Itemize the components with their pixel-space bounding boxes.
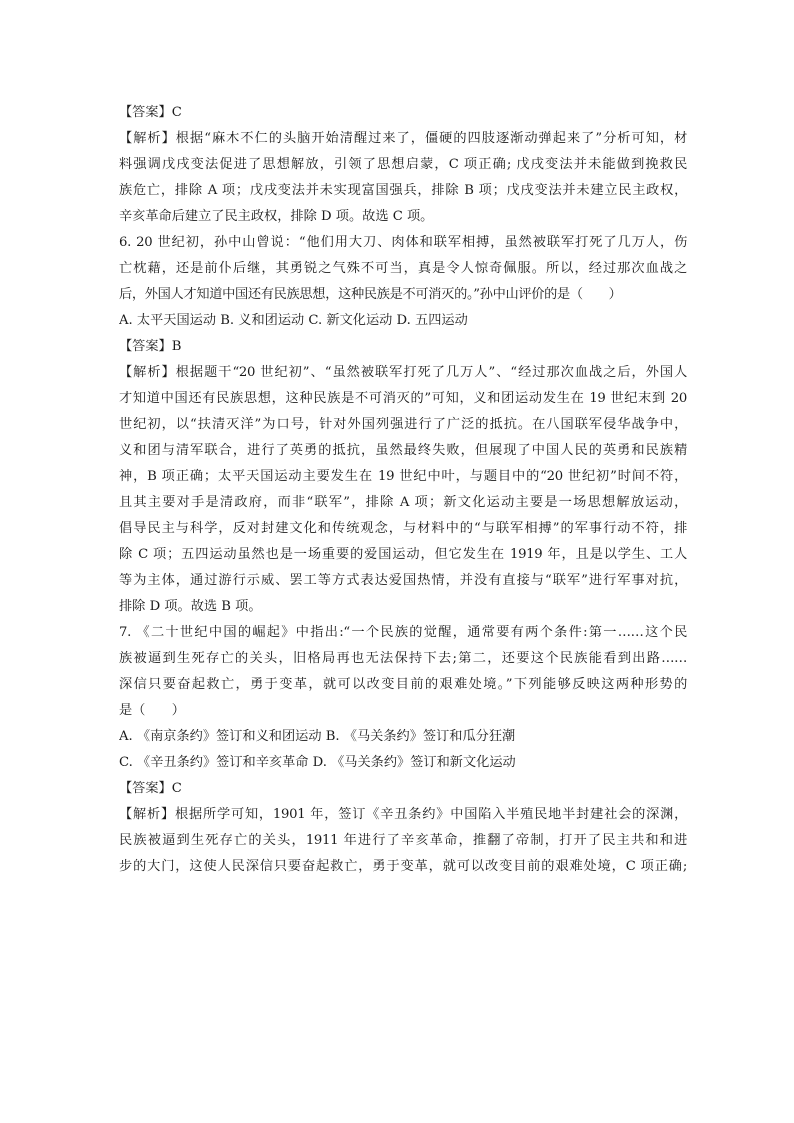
analysis-line: 才知道中国还有民族思想，这种民族是不可消灭的”可知，义和团运动发生在 19 世纪末到 20: [119, 391, 687, 406]
question-7-line: 深信只要奋起救亡，勇于变革，就可以改变目前的艰难处境。”下列能够反映这两种形势的: [119, 677, 687, 692]
question-6-line: 6. 20 世纪初，孙中山曾说：“他们用大刀、肉体和联军相搏，虽然被联军打死了几万人，伤: [119, 235, 687, 250]
analysis-line: 除 C 项；五四运动虽然也是一场重要的爱国运动，但它发生在 1919 年，且是以学生、工人: [119, 547, 687, 562]
question-6-options: A. 太平天国运动 B. 义和团运动 C. 新文化运动 D. 五四运动: [119, 313, 468, 328]
analysis-line: 且其主要对手是清政府，而非“联军”，排除 A 项；新文化运动主要是一场思想解放运动，: [119, 495, 687, 510]
question-7-option-ab: A. 《南京条约》签订和义和团运动 B. 《马关条约》签订和瓜分狂潮: [119, 729, 516, 744]
analysis-line: 料强调戊戌变法促进了思想解放，引领了思想启蒙，C 项正确; 戊戌变法并未能做到挽救民: [119, 157, 687, 172]
analysis-line: 倡导民主与科学，反对封建文化和传统观念，与材料中的“与联军相搏”的军事行动不符，排: [119, 521, 687, 536]
analysis-line: 【解析】根据题干“20 世纪初”、“虽然被联军打死了几万人”、“经过那次血战之后，外国人: [119, 365, 687, 380]
question-7-line: 族被逼到生死存亡的关头，旧格局再也无法保持下去;第二，还要这个民族能看到出路……: [119, 651, 687, 666]
question-7-line: 7. 《二十世纪中国的崛起》中指出:“一个民族的觉醒，通常要有两个条件:第一……这个民: [119, 625, 687, 640]
analysis-line: 民族被逼到生死存亡的关头，1911 年进行了辛亥革命，推翻了帝制，打开了民主共和和进: [119, 833, 687, 848]
document-page: [119, 100, 687, 880]
answer-line: 【答案】B: [119, 339, 182, 354]
analysis-line: 族危亡，排除 A 项；戊戌变法并未实现富国强兵，排除 B 项；戊戌变法并未建立民主政权，: [119, 183, 687, 198]
question-7-option-cd: C. 《辛丑条约》签订和辛亥革命 D. 《马关条约》签订和新文化运动: [119, 755, 516, 770]
answer-line: 【答案】C: [119, 105, 182, 120]
question-7-line: 是（ ）: [119, 703, 185, 718]
analysis-line: 义和团与清军联合，进行了英勇的抵抗，虽然最终失败，但展现了中国人民的英勇和民族精: [119, 443, 687, 458]
analysis-line: 辛亥革命后建立了民主政权，排除 D 项。故选 C 项。: [119, 209, 434, 224]
question-6-line: 亡枕藉，还是前仆后继，其勇锐之气殊不可当，真是令人惊奇佩服。所以，经过那次血战之: [119, 261, 687, 276]
analysis-line: 步的大门，这使人民深信只要奋起救亡，勇于变革，就可以改变目前的艰难处境，C 项正确;: [119, 859, 687, 874]
analysis-line: 【解析】根据“麻木不仁的头脑开始清醒过来了，僵硬的四肢逐渐动弹起来了”分析可知，材: [119, 131, 687, 146]
answer-line: 【答案】C: [119, 781, 182, 796]
analysis-line: 排除 D 项。故选 B 项。: [119, 599, 262, 614]
analysis-line: 【解析】根据所学可知，1901 年，签订《辛丑条约》中国陷入半殖民地半封建社会的深渊，: [119, 807, 687, 822]
question-6-line: 后，外国人才知道中国还有民族思想，这种民族是不可消灭的。”孙中山评价的是（ ）: [119, 287, 622, 302]
analysis-line: 神，B 项正确；太平天国运动主要发生在 19 世纪中叶，与题目中的“20 世纪初”时间不符，: [119, 469, 687, 484]
analysis-line: 等为主体，通过游行示威、罢工等方式表达爱国热情，并没有直接与“联军”进行军事对抗，: [119, 573, 687, 588]
analysis-line: 世纪初，以“扶清灭洋”为口号，针对外国列强进行了广泛的抵抗。在八国联军侵华战争中，: [119, 417, 687, 432]
